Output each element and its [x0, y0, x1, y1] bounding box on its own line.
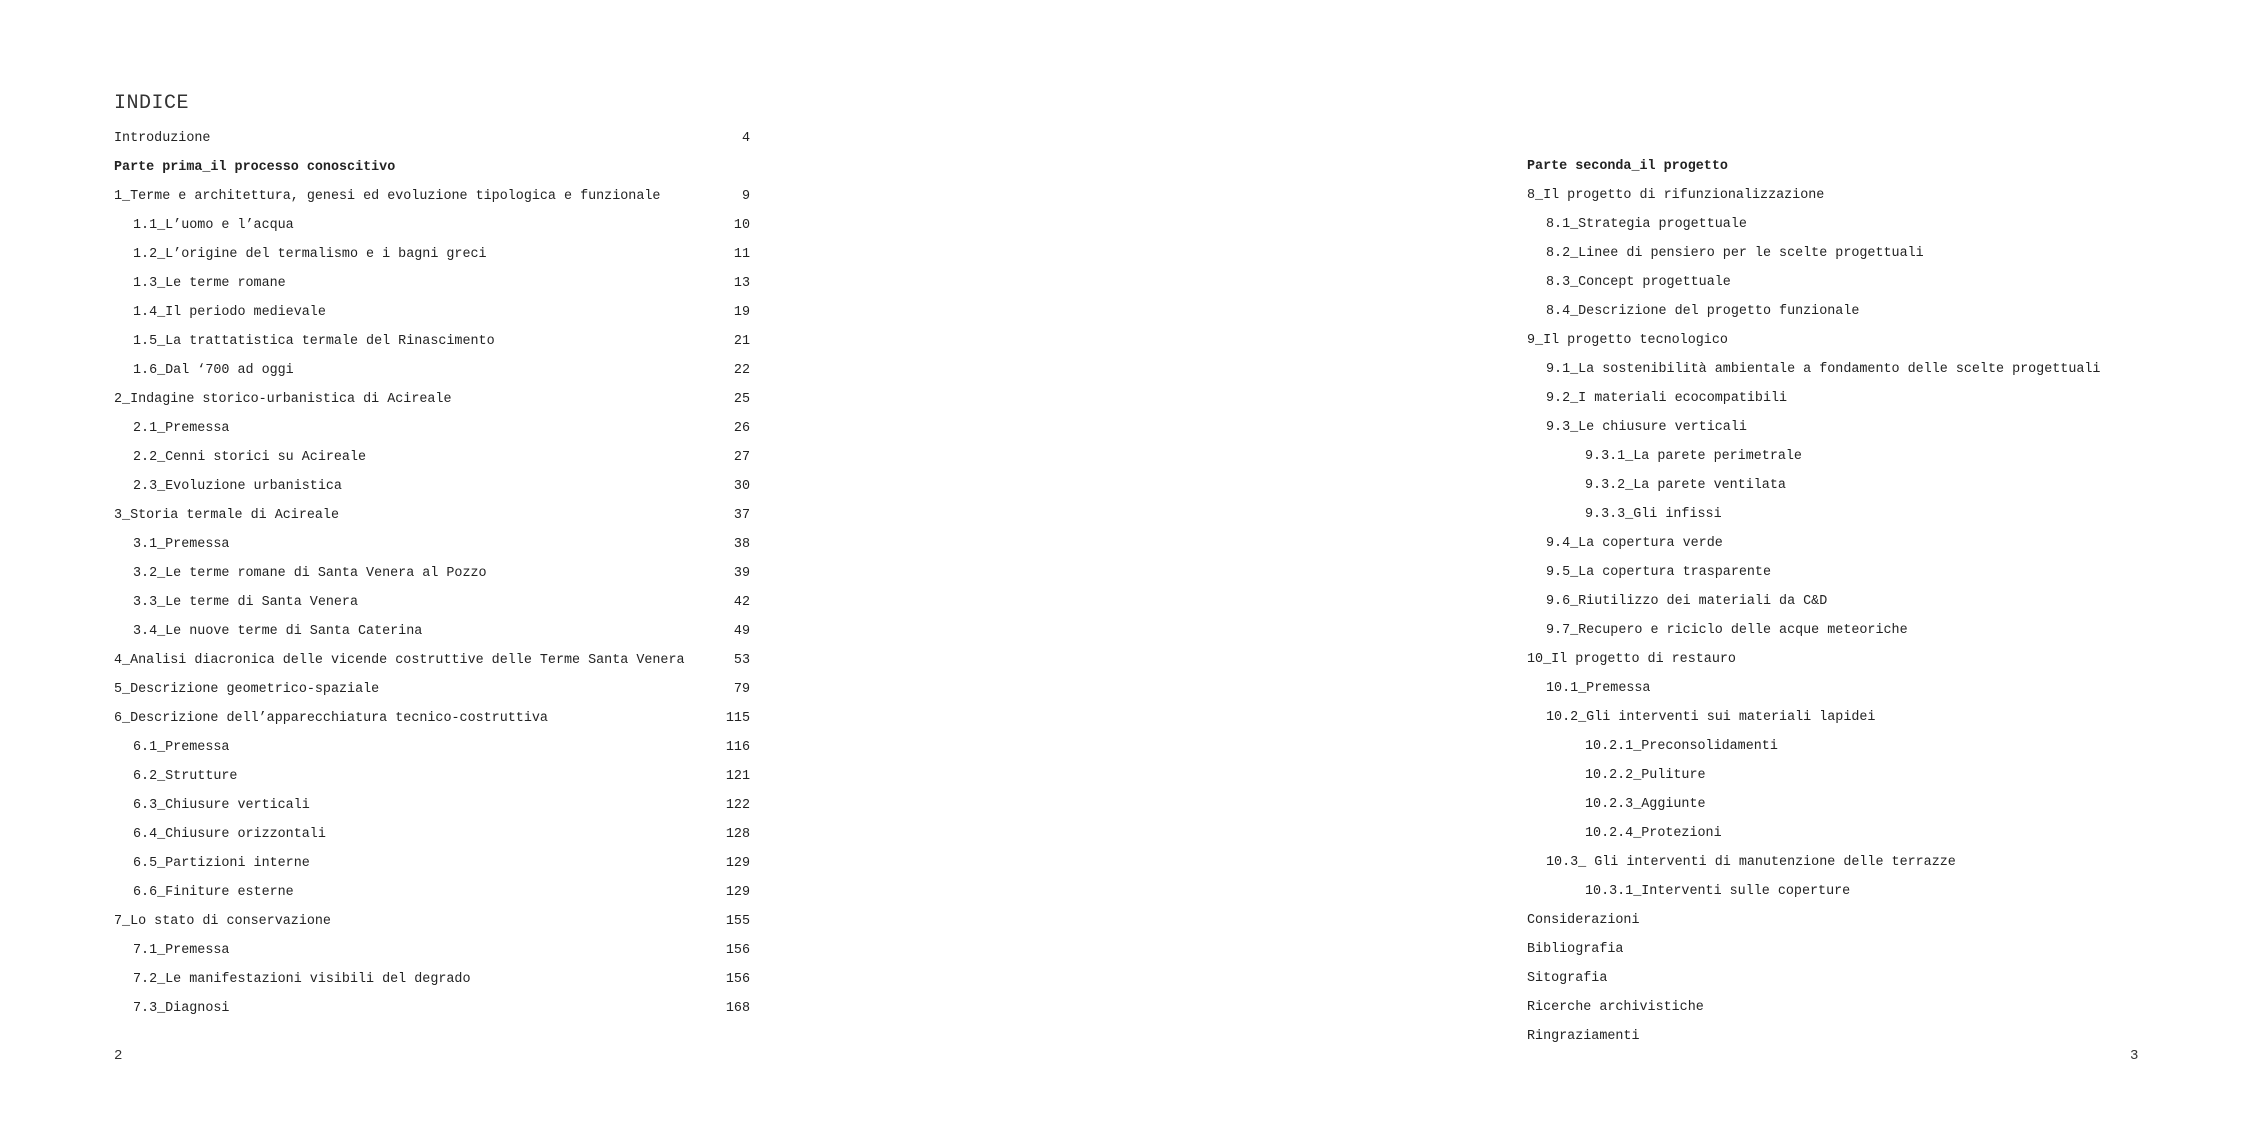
toc-entry-page: 156 [725, 943, 750, 958]
toc-entry [114, 327, 750, 356]
toc-entry-label: 10_Il progetto di restauro [1527, 652, 1736, 667]
left-page [0, 0, 1122, 1123]
toc-entry-label: 9.3.2_La parete ventilata [1585, 478, 1786, 493]
toc-entry-page: 30 [733, 479, 750, 494]
toc-entry-label: 1_Terme e architettura, genesi ed evoluzione tipologica e funzionale [114, 189, 661, 204]
toc-title: INDICE [114, 92, 190, 115]
toc-entry-label: 9.2_I materiali ecocompatibili [1546, 391, 1788, 406]
toc-entry-label: 8.4_Descrizione del progetto funzionale [1546, 304, 1860, 319]
toc-entry-label: 2.3_Evoluzione urbanistica [133, 479, 342, 494]
toc-entry-label: 1.3_Le terme romane [133, 276, 286, 291]
toc-entry-label: 3.1_Premessa [133, 537, 230, 552]
toc-entry-page: 121 [725, 769, 750, 784]
toc-entry [1527, 819, 2227, 848]
toc-entry [1527, 732, 2227, 761]
toc-entry-label: 6.6_Finiture esterne [133, 885, 294, 900]
toc-entry-label: 3.2_Le terme romane di Santa Venera al Pozzo [133, 566, 487, 581]
toc-entry-page: 39 [733, 566, 750, 581]
page-number: 3 [2130, 1048, 2139, 1064]
toc-entry [1527, 384, 2227, 413]
toc-entry-page: 4 [741, 131, 750, 146]
toc-entry [114, 965, 750, 994]
toc-entry [114, 646, 750, 675]
toc-entry-page: 13 [733, 276, 750, 291]
toc-entry [114, 704, 750, 733]
toc-entry [114, 211, 750, 240]
toc-entry [114, 559, 750, 588]
toc-entry-label: 1.5_La trattatistica termale del Rinascimento [133, 334, 495, 349]
toc-entry-page: 116 [725, 740, 750, 755]
toc-entry [1527, 239, 2227, 268]
toc-entry-page: 115 [725, 711, 750, 726]
toc-entry-label: Parte prima_il processo conoscitivo [114, 160, 396, 175]
toc-entry-page: 122 [725, 798, 750, 813]
toc-entry-page: 168 [725, 1001, 750, 1016]
toc-entry-label: Ricerche archivistiche [1527, 1000, 1704, 1015]
toc-entry-page: 25 [733, 392, 750, 407]
toc-entry-label: 4_Analisi diacronica delle vicende costruttive delle Terme Santa Venera [114, 653, 685, 668]
toc-entry-label: 9.3_Le chiusure verticali [1546, 420, 1747, 435]
toc-entry-page: 26 [733, 421, 750, 436]
toc-entry-label: 1.6_Dal ‘700 ad oggi [133, 363, 294, 378]
toc-entry-page: 10 [733, 218, 750, 233]
toc-entry-label: 2.1_Premessa [133, 421, 230, 436]
toc-entry-label: 2_Indagine storico-urbanistica di Acireale [114, 392, 452, 407]
toc-entry [114, 675, 750, 704]
toc-entry-page: 27 [733, 450, 750, 465]
toc-entry-label: 3.3_Le terme di Santa Venera [133, 595, 358, 610]
toc-entry-label: 10.1_Premessa [1546, 681, 1651, 696]
toc-entry [1527, 1022, 2227, 1051]
toc-entry-label: 10.3.1_Interventi sulle coperture [1585, 884, 1851, 899]
toc-entry-page: 128 [725, 827, 750, 842]
toc-entry [1527, 210, 2227, 239]
page-number: 2 [114, 1048, 123, 1064]
toc-entry [1527, 587, 2227, 616]
toc-entry-page: 21 [733, 334, 750, 349]
toc-entry-label: 9.4_La copertura verde [1546, 536, 1723, 551]
toc-entry [1527, 645, 2227, 674]
toc-entry-label: 3.4_Le nuove terme di Santa Caterina [133, 624, 423, 639]
toc-entry [1527, 355, 2227, 384]
toc-entry-label: 1.2_L’origine del termalismo e i bagni greci [133, 247, 487, 262]
toc-entry-label: 7_Lo stato di conservazione [114, 914, 331, 929]
toc-entry [1527, 993, 2227, 1022]
toc-entry-page: 53 [733, 653, 750, 668]
toc-entry [114, 530, 750, 559]
toc-entry-label: 10.3_ Gli interventi di manutenzione delle terrazze [1546, 855, 1956, 870]
toc-entry-label: 10.2.3_Aggiunte [1585, 797, 1706, 812]
toc-entry-page: 49 [733, 624, 750, 639]
toc-entry-label: 6.2_Strutture [133, 769, 238, 784]
toc-entry-label: 9.6_Riutilizzo dei materiali da C&D [1546, 594, 1828, 609]
toc-entry [1527, 442, 2227, 471]
toc-entry [114, 588, 750, 617]
toc-entry [114, 414, 750, 443]
toc-entry-label: 6.3_Chiusure verticali [133, 798, 310, 813]
toc-entry-label: 7.3_Diagnosi [133, 1001, 230, 1016]
toc-entry-page: 22 [733, 363, 750, 378]
toc-entry-label: Introduzione [114, 131, 211, 146]
toc-entry [1527, 674, 2227, 703]
section-heading [114, 153, 750, 182]
toc-entry-page: 37 [733, 508, 750, 523]
toc-entry-page: 11 [733, 247, 750, 262]
toc-entry [114, 907, 750, 936]
toc-entry [114, 820, 750, 849]
toc-entry [114, 617, 750, 646]
toc-entry [1527, 790, 2227, 819]
toc-entry-page: 156 [725, 972, 750, 987]
toc-entry-label: 10.2.4_Protezioni [1585, 826, 1722, 841]
toc-entry-label: 6.4_Chiusure orizzontali [133, 827, 326, 842]
toc-entry-page: 155 [725, 914, 750, 929]
toc-entry [1527, 848, 2227, 877]
toc-entry-label: 9.1_La sostenibilità ambientale a fondamento delle scelte progettuali [1546, 362, 2101, 377]
toc-entry-label: 8.1_Strategia progettuale [1546, 217, 1747, 232]
toc-entry-label: 6_Descrizione dell’apparecchiatura tecnico-costruttiva [114, 711, 548, 726]
toc-entry [1527, 558, 2227, 587]
toc-entry-label: 10.2_Gli interventi sui materiali lapidei [1546, 710, 1876, 725]
toc-entry [1527, 413, 2227, 442]
toc-entry-label: Ringraziamenti [1527, 1029, 1640, 1044]
toc-entry-label: 10.2.2_Puliture [1585, 768, 1706, 783]
toc-entry [114, 791, 750, 820]
toc-entry-label: 7.2_Le manifestazioni visibili del degrado [133, 972, 471, 987]
toc-entry-page: 19 [733, 305, 750, 320]
toc-entry [114, 762, 750, 791]
toc-entry-label: 7.1_Premessa [133, 943, 230, 958]
toc-entry-label: 9.5_La copertura trasparente [1546, 565, 1771, 580]
toc-entry [1527, 471, 2227, 500]
toc-entry [114, 936, 750, 965]
toc-entry [114, 182, 750, 211]
toc-entry [1527, 529, 2227, 558]
toc-entry [114, 443, 750, 472]
toc-entry [114, 298, 750, 327]
toc-entry [1527, 500, 2227, 529]
toc-entry [1527, 326, 2227, 355]
toc-entry [114, 878, 750, 907]
toc-entry [114, 994, 750, 1023]
toc-entry-page: 42 [733, 595, 750, 610]
toc-entry-page: 9 [741, 189, 750, 204]
toc-entry-label: 5_Descrizione geometrico-spaziale [114, 682, 380, 697]
toc-entry [114, 501, 750, 530]
toc-entry [1527, 877, 2227, 906]
toc-entry [114, 356, 750, 385]
toc-entry-label: 9_Il progetto tecnologico [1527, 333, 1728, 348]
toc-entry-label: Parte seconda_il progetto [1527, 159, 1728, 174]
toc-entry [114, 385, 750, 414]
toc-entry [1527, 935, 2227, 964]
toc-entry-label: Bibliografia [1527, 942, 1624, 957]
toc-entry [1527, 703, 2227, 732]
toc-entry-label: 9.3.3_Gli infissi [1585, 507, 1722, 522]
toc-entry-page: 129 [725, 885, 750, 900]
toc-entry [114, 240, 750, 269]
toc-entry-label: 8.2_Linee di pensiero per le scelte progettuali [1546, 246, 1924, 261]
toc-entry-label: 6.1_Premessa [133, 740, 230, 755]
toc-entry-label: 9.3.1_La parete perimetrale [1585, 449, 1802, 464]
toc-entry [1527, 297, 2227, 326]
right-page [1123, 0, 2245, 1123]
toc-entry-label: Sitografia [1527, 971, 1608, 986]
toc-list-left [114, 124, 750, 1023]
toc-entry-label: 8.3_Concept progettuale [1546, 275, 1731, 290]
toc-entry-page: 129 [725, 856, 750, 871]
toc-entry-label: 1.4_Il periodo medievale [133, 305, 326, 320]
toc-entry-label: 9.7_Recupero e riciclo delle acque meteoriche [1546, 623, 1908, 638]
section-heading [1527, 152, 2227, 181]
toc-entry-label: 1.1_L’uomo e l’acqua [133, 218, 294, 233]
toc-entry-label: 2.2_Cenni storici su Acireale [133, 450, 367, 465]
toc-entry-label: 3_Storia termale di Acireale [114, 508, 339, 523]
toc-entry [1527, 906, 2227, 935]
toc-entry-label: 10.2.1_Preconsolidamenti [1585, 739, 1778, 754]
toc-entry-page: 38 [733, 537, 750, 552]
toc-entry [1527, 181, 2227, 210]
toc-entry [114, 124, 750, 153]
toc-entry-page: 79 [733, 682, 750, 697]
toc-entry [114, 733, 750, 762]
toc-entry [1527, 268, 2227, 297]
toc-entry-label: 8_Il progetto di rifunzionalizzazione [1527, 188, 1825, 203]
toc-entry [114, 472, 750, 501]
toc-entry [1527, 761, 2227, 790]
toc-entry [1527, 964, 2227, 993]
toc-list-right [1527, 152, 2227, 1051]
toc-entry [114, 269, 750, 298]
toc-entry [114, 849, 750, 878]
toc-entry-label: Considerazioni [1527, 913, 1640, 928]
toc-entry-label: 6.5_Partizioni interne [133, 856, 310, 871]
toc-entry [1527, 616, 2227, 645]
